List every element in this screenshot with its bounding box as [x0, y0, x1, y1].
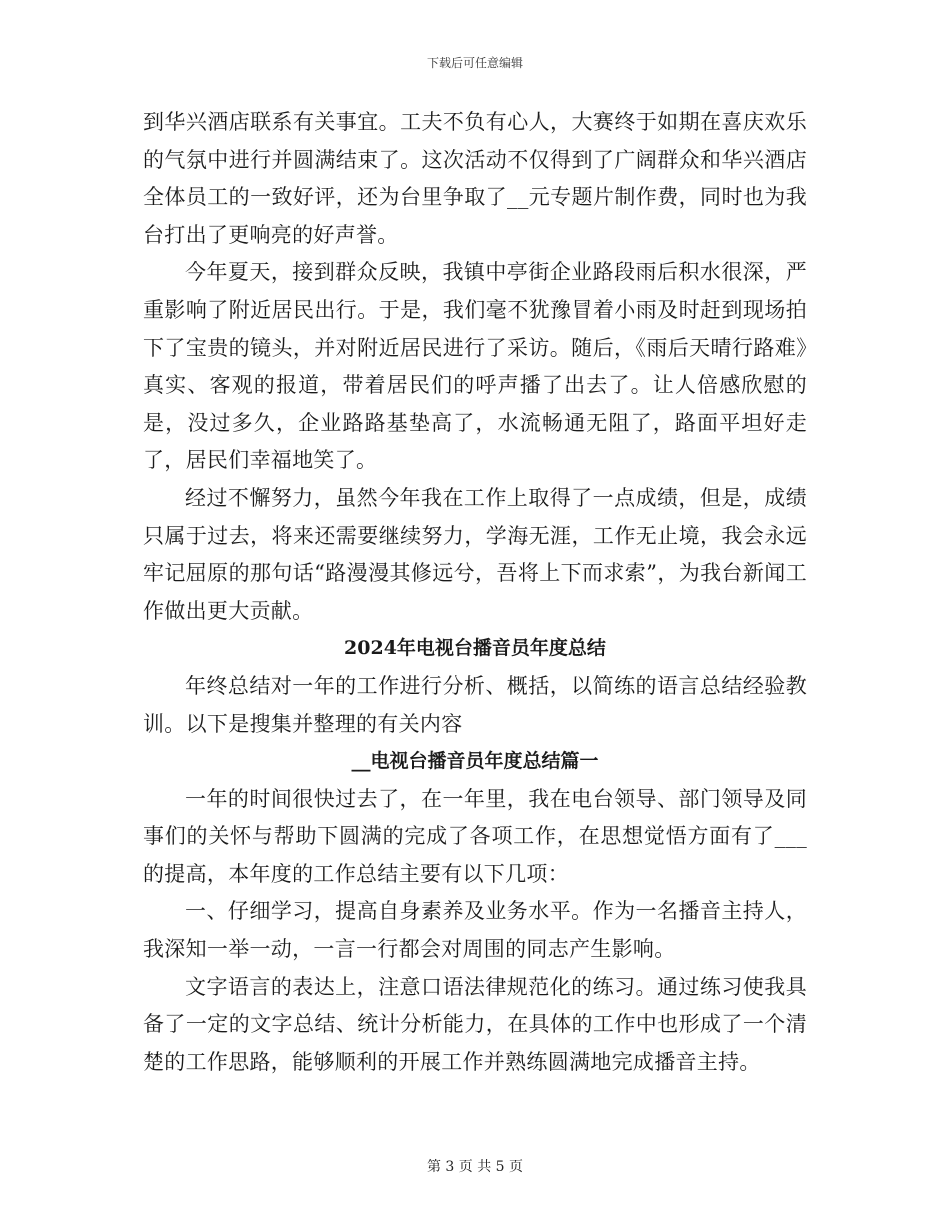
paragraph-4: 年终总结对一年的工作进行分析、概括，以简练的语言总结经验教训。以下是搜集并整理的有关内容 [143, 673, 807, 736]
paragraph-5: 一年的时间很快过去了，在一年里，我在电台领导、部门领导及同事们的关怀与帮助下圆满的完成了各项工作，在思想觉悟方面有了___的提高，本年度的工作总结主要有以下几项： [143, 786, 807, 886]
page-header-note: 下载后可任意编辑 [426, 56, 523, 70]
paragraph-2: 今年夏天，接到群众反映，我镇中亭街企业路段雨后积水很深，严重影响了附近居民出行。于是，我们毫不犹豫冒着小雨及时赶到现场拍下了宝贵的镜头，并对附近居民进行了采访。随后，《雨后天晴行路难》真实、客观的报道，带着居民们的呼声播了出去了。让人倍感欣慰的是，没过多久，企业路路基垫高了，水流畅通无阻了，路面平坦好走了，居民们幸福地笑了。 [143, 260, 807, 473]
subsection-title: __电视台播音员年度总结篇一 [351, 750, 599, 773]
paragraph-7: 文字语言的表达上，注意口语法律规范化的练习。通过练习使我具备了一定的文字总结、统计分析能力，在具体的工作中也形成了一个清楚的工作思路，能够顺利的开展工作并熟练圆满地完成播音主持。 [143, 974, 807, 1074]
section-title: 2024年电视台播音员年度总结 [344, 637, 606, 660]
paragraph-3: 经过不懈努力，虽然今年我在工作上取得了一点成绩，但是，成绩只属于过去，将来还需要继续努力，学海无涯，工作无止境，我会永远牢记屈原的那句话“路漫漫其修远兮，吾将上下而求索”，为我台新闻工作做出更大贡献。 [143, 485, 807, 623]
paragraph-1: 到华兴酒店联系有关事宜。工夫不负有心人，大赛终于如期在喜庆欢乐的气氛中进行并圆满结束了。这次活动不仅得到了广阔群众和华兴酒店全体员工的一致好评，还为台里争取了__元专题片制作费，同时也为我台打出了更响亮的好声誉。 [143, 110, 807, 247]
document-body [143, 104, 807, 1081]
page-number: 第 3 页 共 5 页 [426, 1159, 524, 1175]
paragraph-6: 一、仔细学习，提高自身素养及业务水平。作为一名播音主持人，我深知一举一动，一言一行都会对周围的同志产生影响。 [143, 899, 807, 962]
